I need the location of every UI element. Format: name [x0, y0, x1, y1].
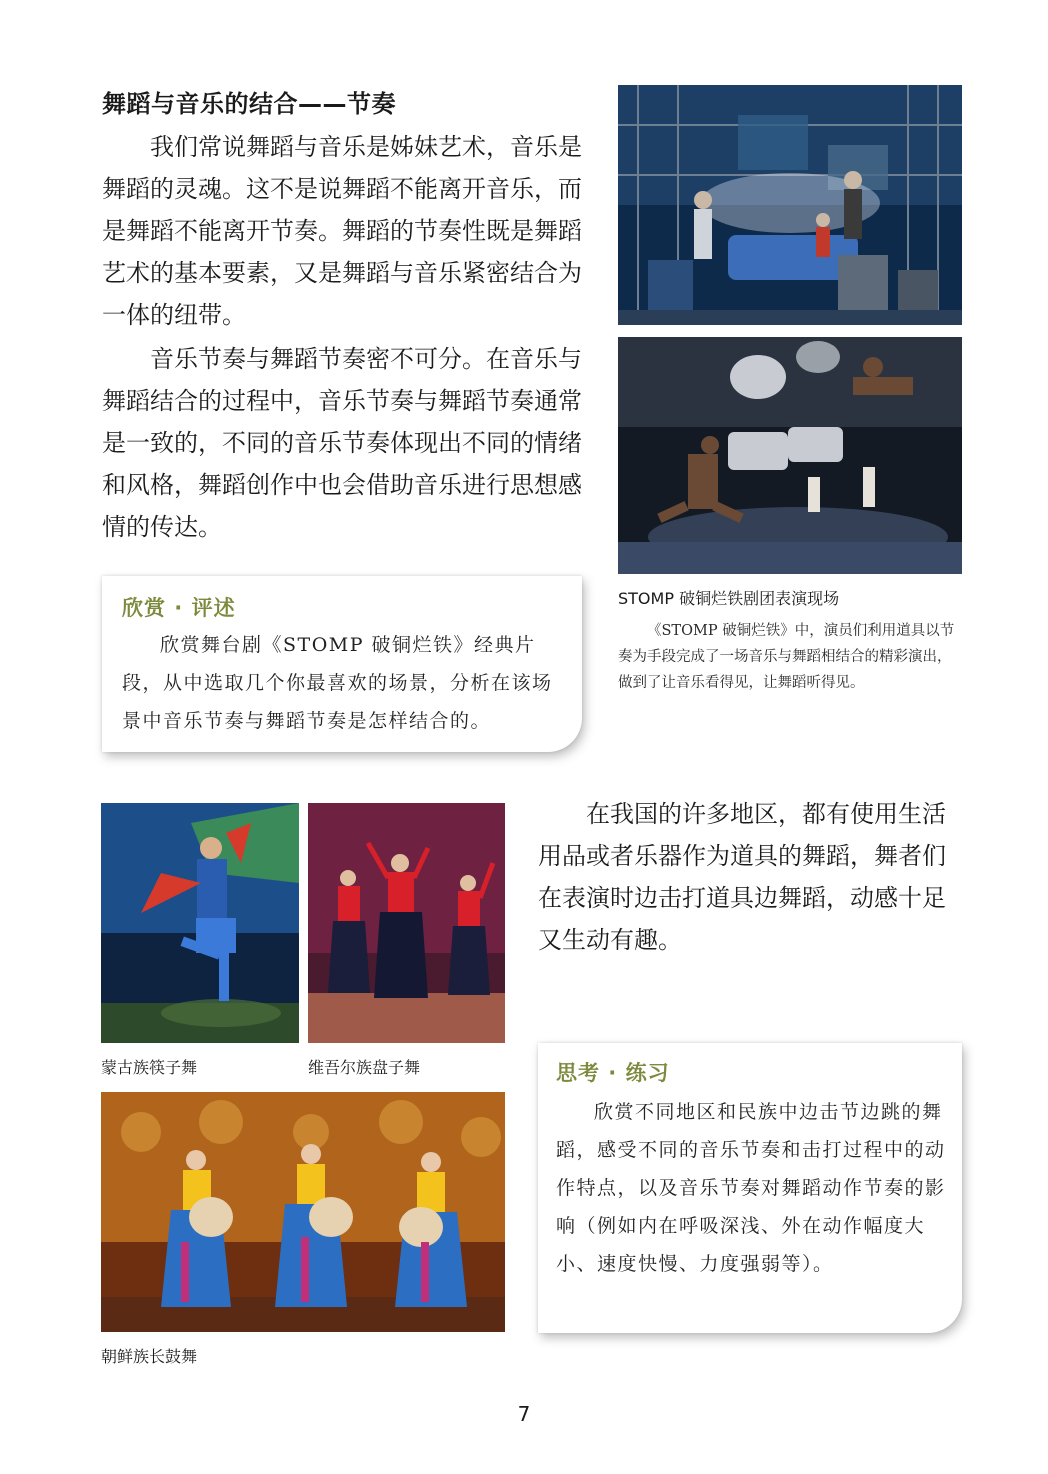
paragraph-2: 音乐节奏与舞蹈节奏密不可分。在音乐与舞蹈结合的过程中，音乐节奏与舞蹈节奏通常是一致的，不同的音乐节奏体现出不同的情绪和风格，舞蹈创作中也会借助音乐进行思想感情的传达。 [102, 345, 582, 541]
appreciate-box [102, 576, 582, 752]
paragraph-1: 我们常说舞蹈与音乐是姊妹艺术，音乐是舞蹈的灵魂。这不是说舞蹈不能离开音乐，而是舞蹈不能离开节奏。舞蹈的节奏性既是舞蹈艺术的基本要素，又是舞蹈与音乐紧密结合为一体的纽带。 [102, 133, 582, 329]
stomp-note: 《STOMP 破铜烂铁》中，演员们利用道具以节奏为手段完成了一场音乐与舞蹈相结合的精彩演出，做到了让音乐看得见，让舞蹈听得见。 [618, 623, 955, 691]
think-box-content [556, 1093, 948, 1283]
korean-caption: 朝鲜族长鼓舞 [101, 1347, 198, 1366]
think-box-body: 欣赏不同地区和民族中边击节边跳的舞蹈，感受不同的音乐节奏和击打过程中的动作特点，以及音乐节奏对舞蹈动作节奏的影响（例如内在呼吸深浅、外在动作幅度大小、速度快慢、力度强弱等）。 [556, 1101, 946, 1275]
intro-text [102, 126, 586, 548]
section-heading: 舞蹈与音乐的结合——节奏 [102, 90, 396, 118]
stomp-photo-top [618, 85, 962, 325]
mongolian-dance-photo [101, 803, 299, 1043]
page-number: 7 [517, 1402, 531, 1426]
mongolian-caption: 蒙古族筷子舞 [101, 1058, 198, 1077]
appreciate-box-content [122, 626, 570, 740]
stomp-photo-bottom [618, 337, 962, 574]
stomp-caption: STOMP 破铜烂铁剧团表演现场 [618, 589, 840, 608]
regional-text [538, 793, 966, 961]
appreciate-box-title: 欣赏 · 评述 [122, 596, 236, 620]
appreciate-box-body: 欣赏舞台剧《STOMP 破铜烂铁》经典片段，从中选取几个你最喜欢的场景，分析在该场景中音乐节奏与舞蹈节奏是怎样结合的。 [122, 634, 553, 732]
regional-paragraph: 在我国的许多地区，都有使用生活用品或者乐器作为道具的舞蹈，舞者们在表演时边击打道具边舞蹈，动感十足又生动有趣。 [538, 800, 946, 954]
think-box [538, 1043, 962, 1333]
stomp-note-wrap [618, 618, 964, 696]
think-box-title: 思考 · 练习 [556, 1061, 670, 1085]
uyghur-caption: 维吾尔族盘子舞 [308, 1058, 421, 1077]
korean-dance-photo [101, 1092, 505, 1332]
uyghur-dance-photo [308, 803, 505, 1043]
